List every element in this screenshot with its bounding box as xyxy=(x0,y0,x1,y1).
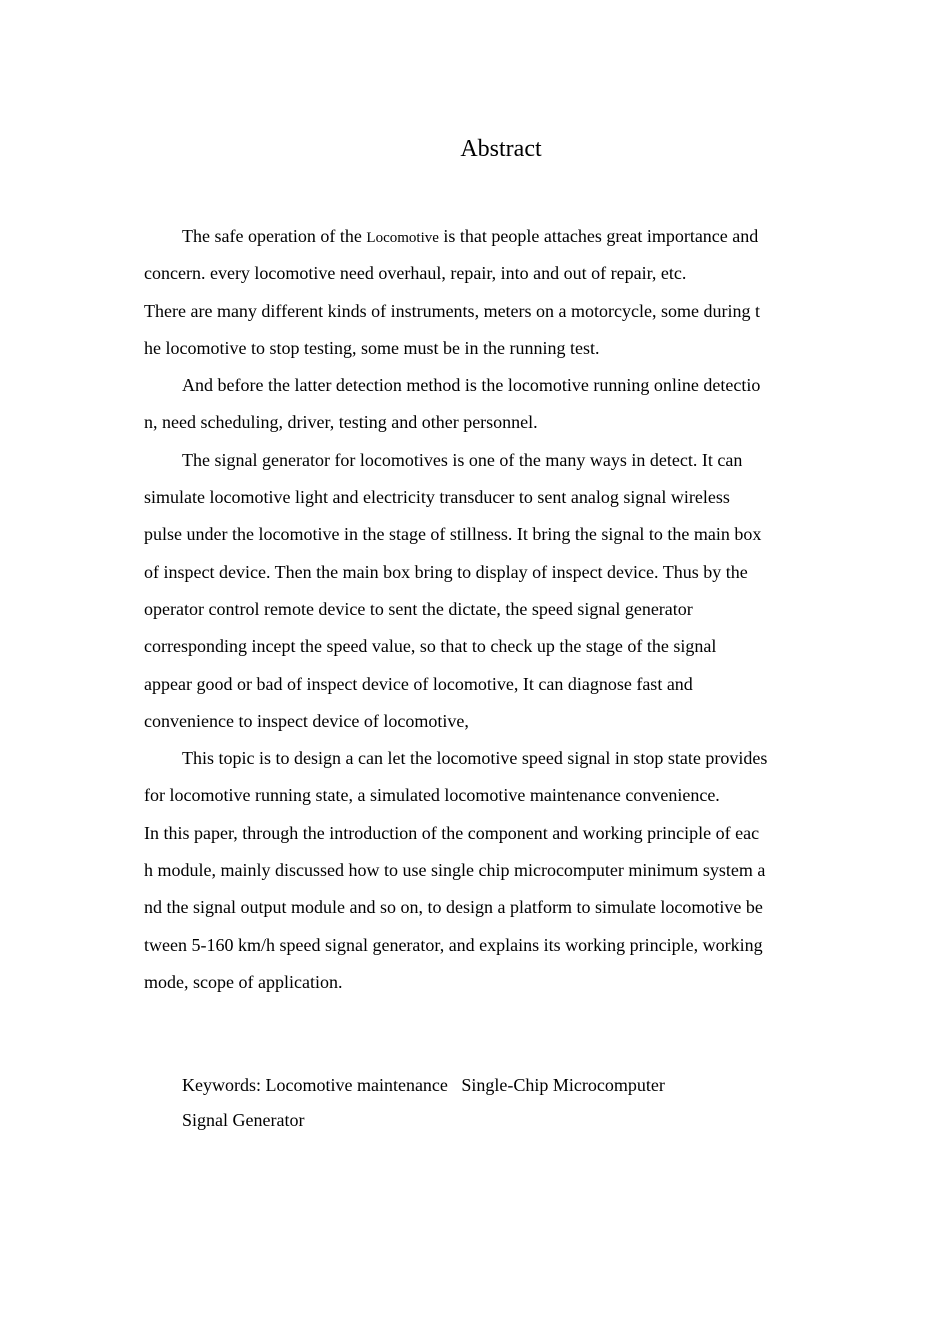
paragraph-line: convenience to inspect device of locomotive, xyxy=(144,710,469,731)
paragraph-line: In this paper, through the introduction of the component and working principle of eac xyxy=(144,822,760,843)
paragraph-line: operator control remote device to sent the dictate, the speed signal generator xyxy=(144,598,693,619)
keywords-section xyxy=(182,1068,665,1138)
paragraph-line: pulse under the locomotive in the stage of stillness. It bring the signal to the main box xyxy=(144,524,762,545)
paragraph-line: And before the latter detection method is the locomotive running online detectio xyxy=(182,375,761,396)
paragraph-line: h module, mainly discussed how to use single chip microcomputer minimum system a xyxy=(144,860,766,881)
abstract-body xyxy=(144,218,809,1001)
paragraph-line: tween 5-160 km/h speed signal generator, and explains its working principle, working xyxy=(144,934,763,955)
paragraph-line: he locomotive to stop testing, some must be in the running test. xyxy=(144,337,600,358)
paragraph-line: appear good or bad of inspect device of locomotive, It can diagnose fast and xyxy=(144,673,693,694)
paragraph-line: concern. every locomotive need overhaul, repair, into and out of repair, etc. xyxy=(144,263,687,284)
paragraph-line: mode, scope of application. xyxy=(144,971,343,992)
paragraph-line: nd the signal output module and so on, to design a platform to simulate locomotive be xyxy=(144,897,763,918)
paragraph-line: This topic is to design a can let the locomotive speed signal in stop state provides xyxy=(182,748,768,769)
keywords-line: Keywords: Locomotive maintenance Single-Chip Microcomputer xyxy=(182,1075,665,1095)
paragraph-line: corresponding incept the speed value, so that to check up the stage of the signal xyxy=(144,636,717,657)
keywords-line: Signal Generator xyxy=(182,1110,305,1130)
text-run: is that people attaches great importance and xyxy=(438,226,759,246)
paragraph-line: The signal generator for locomotives is one of the many ways in detect. It can xyxy=(182,449,743,470)
paragraph-line: There are many different kinds of instruments, meters on a motorcycle, some during t xyxy=(144,300,760,321)
text-run: Locomotive xyxy=(366,230,439,246)
paragraph-line xyxy=(144,218,809,255)
page-title: Abstract xyxy=(460,136,542,162)
text-run: The safe operation of the xyxy=(182,226,367,246)
paragraph-line: of inspect device. Then the main box bring to display of inspect device. Thus by the xyxy=(144,561,748,582)
paragraph-line: for locomotive running state, a simulated locomotive maintenance convenience. xyxy=(144,785,720,806)
paragraph-line: n, need scheduling, driver, testing and other personnel. xyxy=(144,412,538,433)
paragraph-line: simulate locomotive light and electricity transducer to sent analog signal wireless xyxy=(144,487,730,508)
